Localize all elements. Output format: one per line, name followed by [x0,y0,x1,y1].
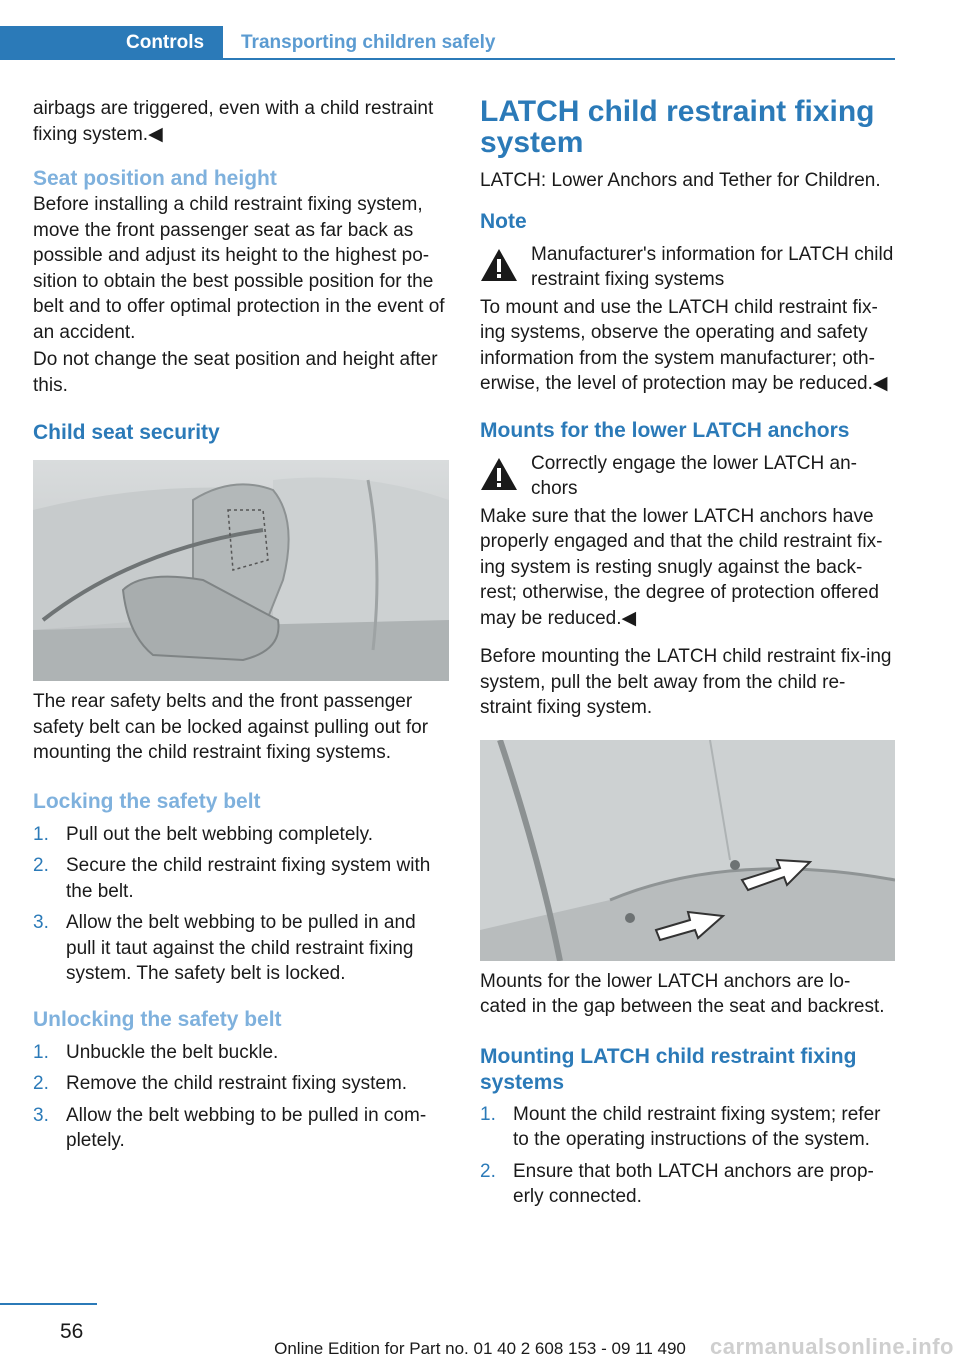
page-header [0,26,895,60]
step-text: Allow the belt webbing to be pulled in and pull it taut against the child restraint fixing system. The safety belt is locked. [66,912,416,984]
right-column [480,96,896,1216]
list-item [33,1071,449,1097]
unlocking-heading: Unlocking the safety belt [33,1007,282,1031]
list-item [33,910,449,987]
list-item [480,1102,896,1153]
step-text: Remove the child restraint fixing system. [66,1073,408,1094]
step-number: 1. [480,1103,496,1125]
step-text: Unbuckle the belt buckle. [66,1041,279,1063]
seat-paragraph-2: Do not change the seat position and height after this. [33,349,438,396]
mounts-heading: Mounts for the lower LATCH anchors [480,418,850,442]
step-number: 1. [33,823,49,845]
mounting-heading: Mounting LATCH child restraint fixing systems [480,1044,857,1094]
security-heading: Child seat security [33,421,220,444]
unlocking-steps [33,1040,449,1154]
left-column [33,96,449,1160]
mounts-warning [480,451,896,502]
chapter-tab[interactable]: Controls [0,26,223,60]
watermark: carmanualsonline.info [710,1334,954,1359]
locking-heading: Locking the safety belt [33,789,261,813]
header-rule [223,58,895,60]
intro-text: airbags are triggered, even with a child restraint fixing system.◀ [33,98,434,145]
step-number: 2. [33,1073,49,1094]
seat-paragraph-1: Before installing a child restraint fixing system, move the front passenger seat as far back as possible and adjust its height to the highest po-sition to obtain the best possible position for the belt and to offer optimal protection in the event of an accident. [33,194,445,343]
step-text: Ensure that both LATCH anchors are prop-erly connected. [513,1160,874,1207]
step-number: 3. [33,912,49,933]
locking-steps [33,822,449,987]
list-item [33,1103,449,1154]
page-number: 56 [60,1320,84,1343]
step-text: Secure the child restraint fixing system with the belt. [66,855,431,902]
edition-text: Online Edition for Part no. 01 40 2 608 153 - 09 11 490 [274,1339,686,1358]
step-number: 1. [33,1041,49,1063]
step-text: Mount the child restraint fixing system; refer to the operating instructions of the system. [513,1103,881,1150]
list-item [33,1040,449,1066]
step-number: 2. [33,855,49,876]
list-item [33,853,449,904]
step-text: Allow the belt webbing to be pulled in com-pletely. [66,1104,427,1151]
latch-anchors-photo [480,740,895,961]
list-item [33,822,449,848]
mounts-body: Make sure that the lower LATCH anchors have properly engaged and that the child restraint fix-ing system is resting snugly against the back-rest; otherwise, the degree of protection offered may be reduced.◀ [480,505,883,629]
latch-definition: LATCH: Lower Anchors and Tether for Children. [480,170,881,191]
step-text: Pull out the belt webbing completely. [66,823,373,845]
mounts-caption: Mounts for the lower LATCH anchors are lo-cated in the gap between the seat and backrest. [480,970,885,1017]
note-warning-text: Manufacturer's information for LATCH child restraint fixing systems [531,243,894,290]
note-heading: Note [480,209,527,233]
mounts-warning-text: Correctly engage the lower LATCH an-chors [531,452,857,499]
mounts-paragraph-2: Before mounting the LATCH child restraint fix-ing system, pull the belt away from the child re-straint fixing system. [480,646,892,718]
section-title[interactable]: Transporting children safely [241,32,496,53]
list-item [480,1159,896,1210]
child-seat-photo [33,460,449,681]
footer-rule [0,1303,97,1305]
step-number: 3. [33,1104,49,1126]
section-heading-latch: LATCH child restraint fixing system [480,95,875,159]
warning-triangle-icon [480,248,518,282]
note-warning [480,242,896,293]
warning-triangle-icon [480,457,518,491]
security-caption: The rear safety belts and the front passenger safety belt can be locked against pulling out for mounting the child restraint fixing systems. [33,691,429,763]
note-body: To mount and use the LATCH child restraint fix-ing systems, observe the operating and safety information from the system manufacturer; oth-erwise, the level of protection may be reduced.◀ [480,296,888,394]
step-number: 2. [480,1160,496,1182]
mounting-steps [480,1102,896,1210]
seat-heading: Seat position and height [33,167,277,190]
